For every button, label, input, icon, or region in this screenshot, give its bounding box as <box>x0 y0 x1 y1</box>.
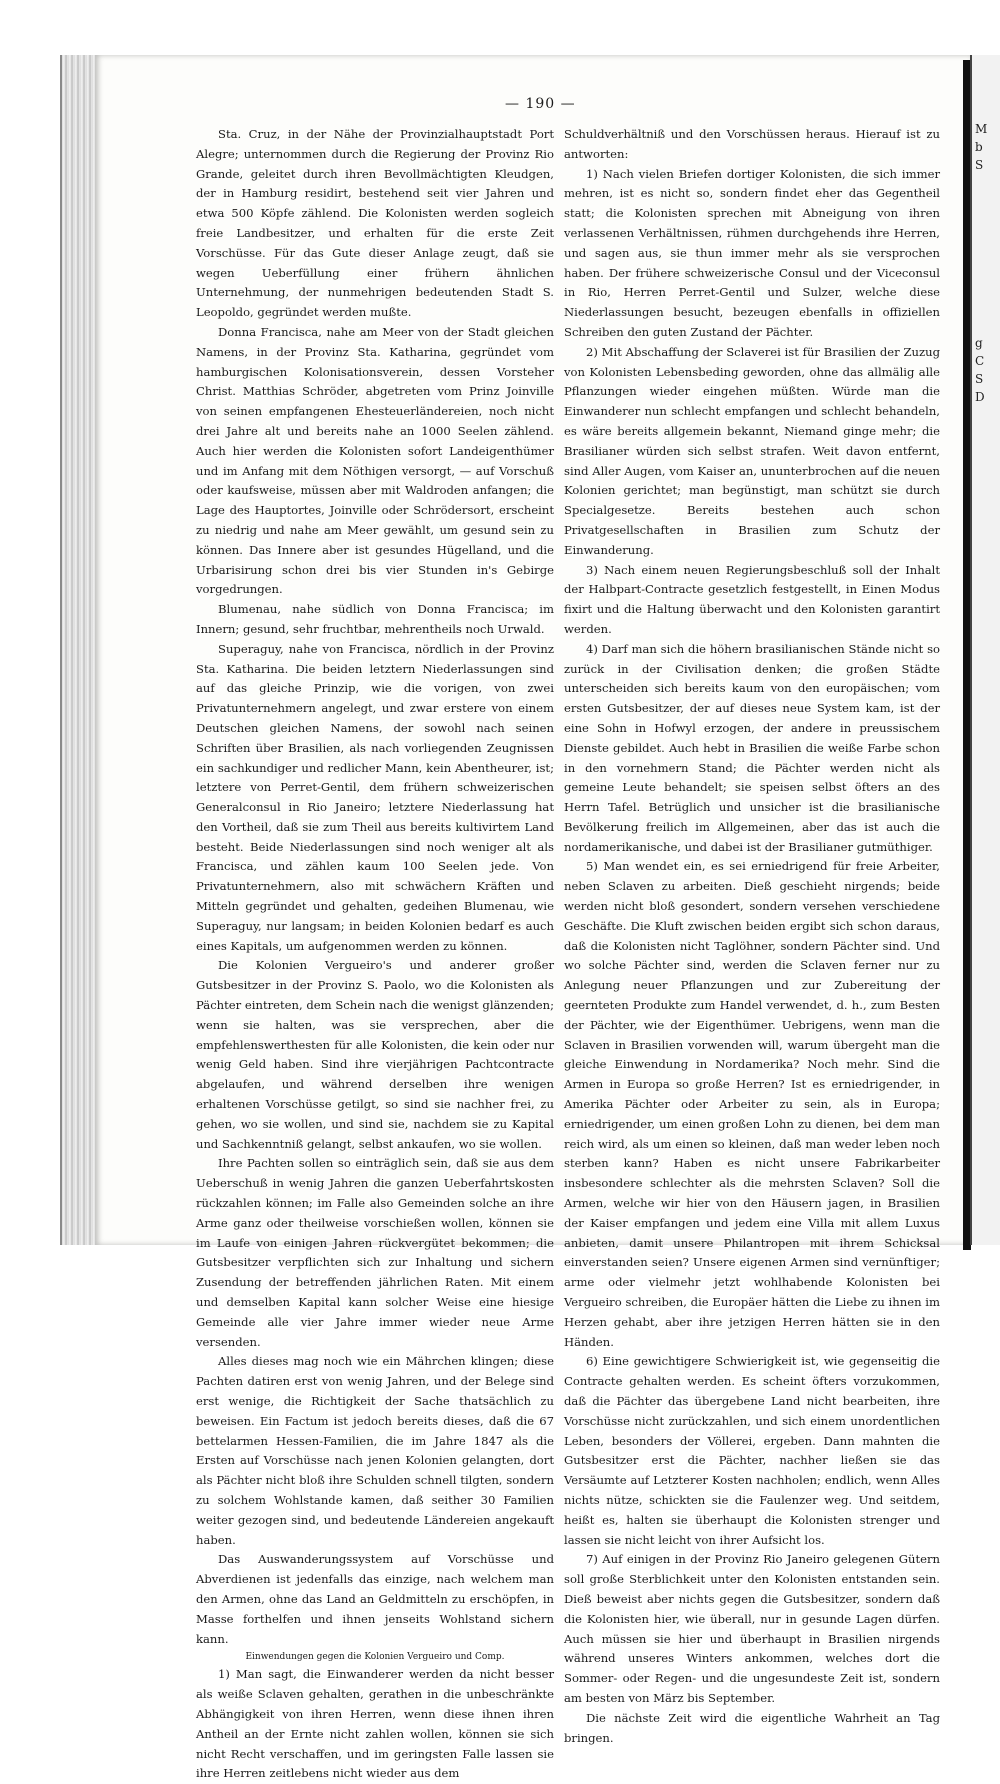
edge-char: C <box>975 354 985 368</box>
paragraph-objection-1: 1) Man sagt, die Einwanderer werden da nicht besser als weiße Sclaven gehalten, gerathen in die unbeschränkte Abhängigkeit von ihren Herren, wenn diese ihnen ihren Antheil an der Ernte nicht zahlen wollen, können sie sich nicht Recht verschaffen, und im geringsten Falle lassen sie ihre Herren zeitlebens nicht wieder aus dem <box>196 1667 554 1781</box>
paragraph-closing: Die nächste Zeit wird die eigentliche Wahrheit an Tag bringen. <box>564 1710 940 1745</box>
paragraph-maehrchen: Alles dieses mag noch wie ein Mährchen klingen; diese Pachten datiren erst von wenig Jahren, und der Belege sind erst wenige, die Richtigkeit der Sache thatsächlich zu beweisen. Ein Factum ist jedoch bereits dieses, daß die 67 bettelarmen Hessen-Familien, die im Jahre 1847 als die Ersten auf Vorschüsse nach jenen Kolonien gelangten, dort als Pächter nicht bloß ihre Schulden schnell tilgten, sondern zu solchem Wohlstande kamen, daß seither 30 Familien weiter gezogen sind, und bedeutende Ländereien angekauft haben. <box>196 1354 554 1547</box>
paragraph-vergueiro-colonies: Die Kolonien Vergueiro's und anderer großer Gutsbesitzer in der Provinz S. Paolo, wo die Kolonisten als Pächter eintreten, dem Schein nach die wenigst glänzenden; wenn sie halten, was sie versprechen, aber die empfehlenswerthesten für alle Kolonisten, die kein oder nur wenig Geld haben. Sind ihre vierjährigen Pachtcontracte abgelaufen, und während derselben ihre wenigen erhaltenen Vorschüsse getilgt, so sind sie nachher frei, zu gehen, wo sie wollen, und sind sie, nachdem sie zu Kapital und Sachkenntniß gelangt, selbst ankaufen, wo sie wollen. <box>196 958 554 1151</box>
paragraph-auswanderungssystem: Das Auswanderungssystem auf Vorschüsse und Abverdienen ist jedenfalls das einzige, nach welchem man den Armen, ohne das Land an Geldmitteln zu erschöpfen, in Masse forthelfen und ihnen jenseits Wohlstand sichern kann. <box>196 1552 554 1646</box>
next-page-edge-text <box>975 120 1000 560</box>
right-column <box>564 125 940 1748</box>
paragraph-answer-3: 3) Nach einem neuen Regierungsbeschluß soll der Inhalt der Halbpart-Contracte gesetzlich festgestellt, in Einen Modus fixirt und die Haltung überwacht und den Kolonisten garantirt werden. <box>564 562 940 636</box>
paragraph-blumenau: Blumenau, nahe südlich von Donna Francisca; im Innern; gesund, sehr fruchtbar, mehrentheils noch Urwald. <box>196 602 554 636</box>
edge-char: S <box>975 158 984 172</box>
edge-char: g <box>975 336 983 350</box>
paragraph-superaguy: Superaguy, nahe von Francisca, nördlich in der Provinz Sta. Katharina. Die beiden letztern Niederlassungen sind auf das gleiche Prinzip, wie die vorigen, von zwei Privatunternehmern angelegt, und zwar erstere von einem Deutschen gleichen Namens, der sowohl nach seinen Schriften über Brasilien, als nach vorliegenden Zeugnissen ein sachkundiger und redlicher Mann, kein Abentheurer, ist; letztere von Perret-Gentil, dem frühern schweizerischen Generalconsul in Rio Janeiro; letztere Niederlassung hat den Vortheil, daß sie zum Theil aus bereits kultivirtem Land besteht. Beide Niederlassungen sind noch weniger alt als Francisca, und zählen kaum 100 Seelen jede. Von Privatunternehmern, also mit schwächern Kräften und Mitteln gegründet und gehalten, gedeihen Blumenau, wie Superaguy, nur langsam; in beiden Kolonien bedarf es auch eines Kapitals, um aufgenommen werden zu können. <box>196 641 554 953</box>
paragraph-answer-7: 7) Auf einigen in der Provinz Rio Janeiro gelegenen Gütern soll große Sterblichkeit unter den Kolonisten entstanden sein. Dieß beweist aber nichts gegen die Gutsbesitzer, sondern daß die Kolonisten hier, wie überall, nur in gesunde Lagen dürfen. Auch müssen sie hier und überhaupt in Brasilien nirgends während unseres Winters ankommen, welches dort die Sommer- oder Regen- und die ungesundeste Zeit ist, sondern am besten von März bis September. <box>564 1552 940 1705</box>
paragraph-answer-5: 5) Man wendet ein, es sei erniedrigend für freie Arbeiter, neben Sclaven zu arbeiten. Dieß geschieht nirgends; beide werden nicht bloß gesondert, sondern versehen verschiedene Geschäfte. Die Kluft zwischen beiden ergibt sich schon daraus, daß die Kolonisten nicht Taglöhner, sondern Pächter sind. Und wo solche Pächter sind, werden die Sclaven ferner nur zu Anlegung neuer Pflanzungen und zur Zubereitung der geernteten Produkte zum Handel verwendet, d. h., zum Besten der Pächter, wie der Eigenthümer. Uebrigens, wenn man die Sclaven in Brasilien vorwenden will, warum übergeht man die gleiche Einwendung in Nordamerika? Noch mehr. Sind die Armen in Europa so große Herren? Ist es erniedrigender, in Amerika Pächter oder Arbeiter zu sein, als in Europa; erniedrigender, um einen großen Lohn zu dienen, bei dem man reich wird, als um einen so kleinen, daß man weder leben noch sterben kann? Haben es nicht unsere Fabrikarbeiter insbesondere schlechter als die mehrsten Sclaven? Soll die Armen, welche wir hier von den Häusern jagen, in Brasilien der Kaiser empfangen und jedem eine Villa mit allem Luxus anbieten, damit unsere Philantropen mit ihrem Schicksal einverstanden seien? Unsere eigenen Armen sind vernünftiger; arme oder vielmehr jetzt wohlhabende Kolonisten bei Vergueiro schreiben, die Europäer hätten die Liebe zu ihnen im Herzen gehabt, aber ihre jetzigen Herren hätten sie in den Händen. <box>564 859 940 1349</box>
paragraph-pachten: Ihre Pachten sollen so einträglich sein, daß sie aus dem Ueberschuß in wenig Jahren die ganzen Ueberfahrtskosten rückzahlen können; im Falle also Gemeinden solche an ihre Arme ganz oder theilweise vorschießen wollen, können sie im Laufe von einigen Jahren rückvergütet bekommen; die Gutsbesitzer verpflichten sich zur Inhaltung und sichern Zusendung der betreffenden jährlichen Raten. Mit einem und demselben Kapital kann solcher Weise eine hiesige Gemeinde alle vier Jahre immer wieder neue Arme versenden. <box>196 1156 554 1349</box>
paragraph-sta-cruz: Sta. Cruz, in der Nähe der Provinzialhauptstadt Port Alegre; unternommen durch die Regierung der Provinz Rio Grande, geleitet durch ihren Bevollmächtigten Kleudgen, der in Hamburg residirt, bestehend seit vier Jahren und etwa 500 Köpfe zählend. Die Kolonisten werden sogleich freie Landbesitzer, und erhalten für die erste Zeit Vorschüsse. Für das Gute dieser Anlage zeugt, daß sie wegen Ueberfüllung einer frühern ähnlichen Unternehmung, der nunmehrigen bedeutenden Stadt S. Leopoldo, gegründet werden mußte. <box>196 127 554 320</box>
paragraph-answer-6: 6) Eine gewichtigere Schwierigkeit ist, wie gegenseitig die Contracte gehalten werden. Es scheint öfters vorzukommen, daß die Pächter das übergebene Land nicht bearbeiten, ihre Vorschüsse nicht zurückzahlen, und sich einem unordentlichen Leben, besonders der Völlerei, ergeben. Dann mahnten die Gutsbesitzer erst die Pächter, nachher ließen sie das Versäumte auf Letzterer Kosten nachholen; endlich, wenn Alles nichts nütze, schickten sie die Faulenzer weg. Und seitdem, heißt es, halten sie überhaupt die Kolonisten strenger und lassen sie nicht leicht von ihrer Aufsicht los. <box>564 1354 940 1547</box>
edge-char: M <box>975 122 988 136</box>
edge-char: S <box>975 372 984 386</box>
section-subheading: Einwendungen gegen die Kolonien Vergueiro und Comp. <box>245 1652 505 1663</box>
page-number: — 190 — <box>505 96 576 112</box>
edge-char: b <box>975 140 983 154</box>
paragraph-answer-4: 4) Darf man sich die höhern brasilianischen Stände nicht so zurück in der Civilisation denken; die großen Städte unterscheiden sich bereits kaum von den europäischen; vom ersten Gutsbesitzer, der auf dieses neue System kam, ist der eine Sohn in Hofwyl erzogen, der andere in preussischem Dienste gebildet. Auch hebt in Brasilien die weiße Farbe schon in den vornehmern Stand; die Pächter werden nicht als gemeine Leute behandelt; sie speisen selbst öfters an des Herrn Tafel. Betrüglich und unsicher ist die brasilianische Bevölkerung freilich im Allgemeinen, aber das ist auch die nordamerikanische, und dabei ist der Brasilianer gutmüthiger. <box>564 641 940 854</box>
paragraph-answer-2: 2) Mit Abschaffung der Sclaverei ist für Brasilien der Zuzug von Kolonisten Lebensbeding geworden, ohne das allmälig alle Pflanzungen wieder eingehen müßten. Würde man die Einwanderer nun schlecht empfangen und schlecht behandeln, es wäre bereits allgemein bekannt, Niemand ginge mehr; die Brasilianer würden sich selbst strafen. Weit davon entfernt, sind Aller Augen, vom Kaiser an, ununterbrochen auf die neuen Kolonien gerichtet; man begünstigt, man schützt sie durch Specialgesetze. Bereits bestehen auch schon Privatgesellschaften in Brasilien zum Schutz der Einwanderung. <box>564 344 940 557</box>
paragraph-continuation: Schuldverhältniß und den Vorschüssen heraus. Hierauf ist zu antworten: <box>564 127 940 161</box>
left-column <box>196 125 554 1784</box>
paragraph-donna-francisca: Donna Francisca, nahe am Meer von der Stadt gleichen Namens, in der Provinz Sta. Katharina, gegründet vom hamburgischen Kolonisationsverein, dessen Vorsteher Christ. Matthias Schröder, abgetreten vom Prinz Joinville von seinen empfangenen Ehesteuerländereien, noch nicht drei Jahre alt und bereits nahe an 1000 Seelen zählend. Auch hier werden die Kolonisten sofort Landeigenthümer und im Anfang mit dem Nöthigen versorgt, — auf Vorschuß oder kaufsweise, müssen aber mit Waldroden anfangen; die Lage des Hauptortes, Joinville oder Schrödersort, erscheint zu niedrig und nahe am Meer gewählt, um gesund sein zu können. Das Innere aber ist gesundes Hügelland, und die Urbarisirung schon drei bis vier Stunden in's Gebirge vorgedrungen. <box>196 324 554 597</box>
paragraph-answer-1: 1) Nach vielen Briefen dortiger Kolonisten, die sich immer mehren, ist es nicht so, sondern findet eher das Gegentheil statt; die Kolonisten sprechen mit Abneigung von ihren verlassenen Verhältnissen, rühmen durchgehends ihre Herren, und sagen aus, sie thun immer mehr als sie versprochen haben. Der frühere schweizerische Consul und der Viceconsul in Rio, Herren Perret-Gentil und Sulzer, welche diese Niederlassungen besucht, bezeugen ebenfalls in offiziellen Schreiben den guten Zustand der Pächter. <box>564 166 940 339</box>
edge-char: D <box>975 390 985 404</box>
